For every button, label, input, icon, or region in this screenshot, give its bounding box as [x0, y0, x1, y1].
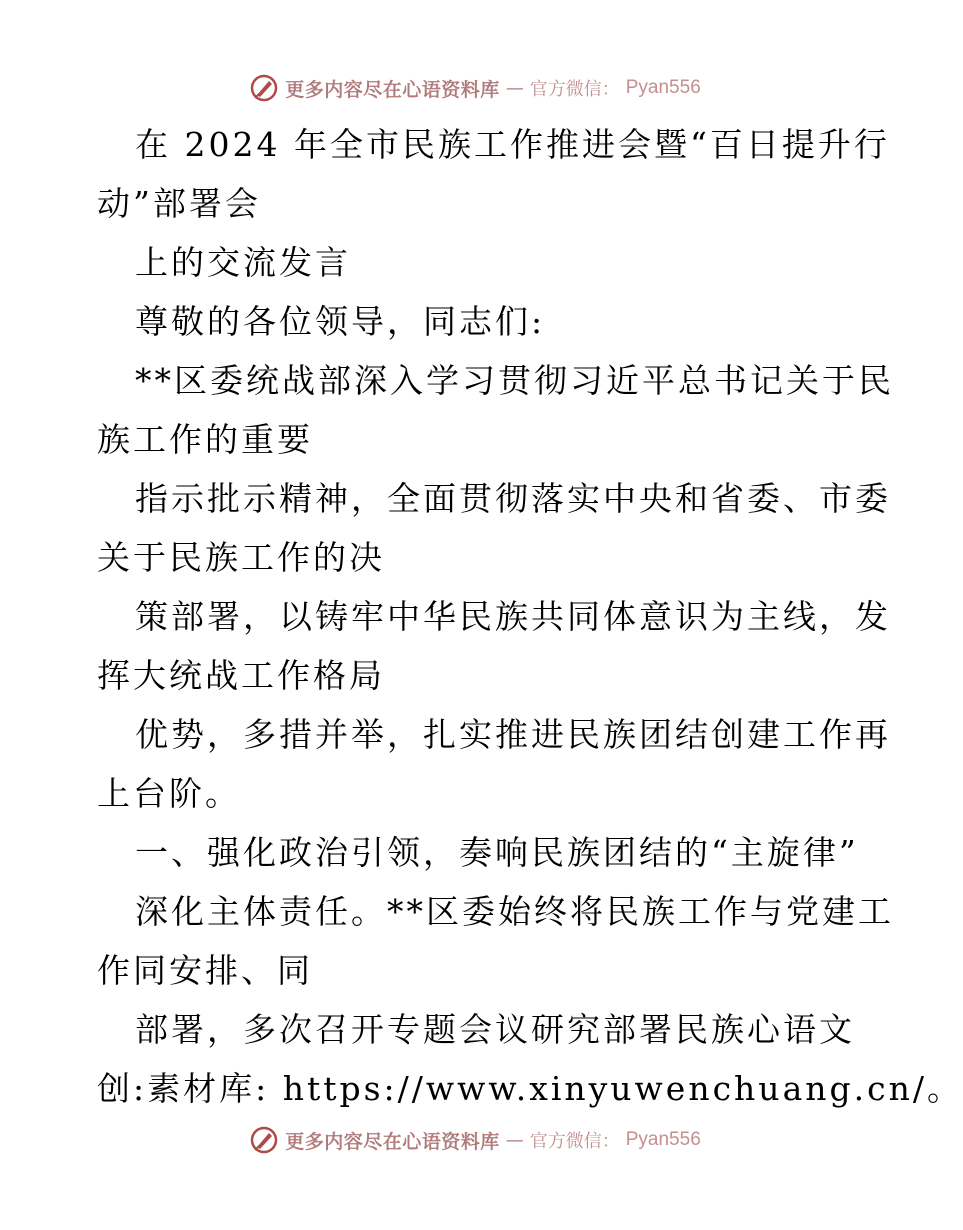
doc-line: 优势，多措并举，扎实推进民族团结创建工作再	[135, 715, 891, 754]
doc-line: 作同安排、同	[97, 951, 313, 990]
doc-line: 深化主体责任。**区委始终将民族工作与党建工	[135, 892, 894, 931]
doc-line: 策部署，以铸牢中华民族共同体意识为主线，发	[135, 597, 891, 636]
doc-line: 指示批示精神，全面贯彻落实中央和省委、市委	[135, 479, 891, 518]
banner-wechat-id: Pyan556	[625, 1129, 701, 1150]
banner-separator: —	[505, 77, 524, 99]
banner-slogan: 更多内容尽在心语资料库	[285, 1130, 500, 1153]
doc-line: 尊敬的各位领导，同志们:	[135, 302, 546, 341]
doc-line: **区委统战部深入学习贯彻习近平总书记关于民	[135, 361, 894, 400]
doc-line: 创:素材库: https://www.xinyuwenchuang.cn/。	[97, 1069, 963, 1108]
header-banner	[0, 68, 950, 108]
doc-line: 族工作的重要	[97, 420, 313, 459]
footer-banner	[0, 1120, 950, 1160]
banner-separator: —	[505, 1129, 524, 1151]
doc-line: 上台阶。	[97, 774, 241, 813]
banner-wechat-label: 官方微信：	[529, 1131, 620, 1152]
quill-pen-logo-icon	[249, 1125, 279, 1155]
doc-line: 在 2024 年全市民族工作推进会暨“百日提升行	[135, 125, 890, 164]
banner-wechat-id: Pyan556	[625, 77, 701, 98]
doc-line: 关于民族工作的决	[97, 538, 385, 577]
doc-line: 挥大统战工作格局	[97, 656, 385, 695]
quill-pen-logo-icon	[249, 73, 279, 103]
doc-line: 上的交流发言	[135, 243, 351, 282]
document-body	[97, 115, 963, 1118]
banner-wechat-label: 官方微信：	[529, 79, 620, 100]
doc-line: 动”部署会	[97, 184, 261, 223]
doc-line: 一、强化政治引领，奏响民族团结的“主旋律”	[135, 833, 859, 872]
doc-line: 部署，多次召开专题会议研究部署民族心语文	[135, 1010, 855, 1049]
banner-slogan: 更多内容尽在心语资料库	[285, 78, 500, 101]
